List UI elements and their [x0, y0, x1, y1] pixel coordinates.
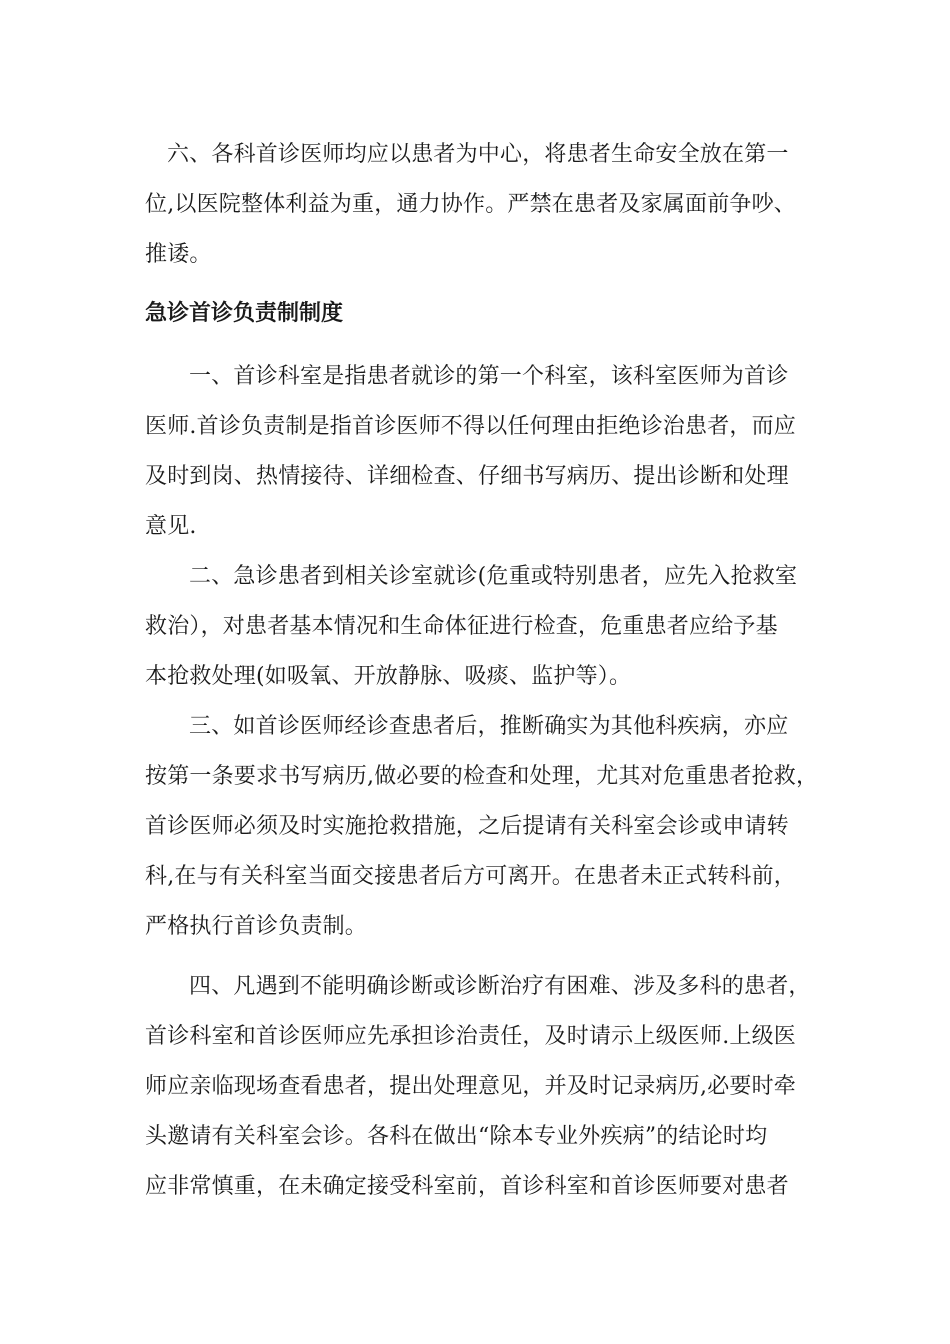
text-line: 推诿。 [145, 242, 212, 267]
text-line: 按第一条要求书写病历,做必要的检查和处理，尤其对危重患者抢救， [145, 764, 819, 789]
text-line: 首诊科室和首诊医师应先承担诊治责任，及时请示上级医师.上级医 [145, 1024, 796, 1049]
paragraph-one [145, 352, 810, 552]
text-line: 二、急诊患者到相关诊室就诊(危重或特别患者，应先入抢救室 [189, 564, 798, 589]
text-line: 本抢救处理(如吸氧、开放静脉、吸痰、监护等）。 [145, 664, 632, 689]
paragraph-four [145, 962, 810, 1212]
text-line: 六、各科首诊医师均应以患者为中心，将患者生命安全放在第一 [167, 142, 789, 167]
paragraph-gap [145, 952, 810, 962]
text-line: 一、首诊科室是指患者就诊的第一个科室，该科室医师为首诊 [189, 364, 789, 389]
text-line: 应非常慎重，在未确定接受科室前，首诊科室和首诊医师要对患者 [145, 1174, 789, 1199]
text-line: 头邀请有关科室会诊。各科在做出“除本专业外疾病”的结论时均 [145, 1124, 768, 1149]
text-line: 救治），对患者基本情况和生命体征进行检查，危重患者应给予基 [145, 614, 778, 639]
text-line: 位,以医院整体利益为重，通力协作。严禁在患者及家属面前争吵、 [145, 192, 796, 217]
text-line: 首诊医师必须及时实施抢救措施，之后提请有关科室会诊或申请转 [145, 814, 789, 839]
text-line: 意见. [145, 514, 197, 539]
text-line: 及时到岗、热情接待、详细检查、仔细书写病历、提出诊断和处理 [145, 464, 789, 489]
paragraph-two [145, 552, 810, 702]
section-heading: 急诊首诊负责制制度 [145, 301, 344, 326]
text-line: 师应亲临现场查看患者，提出处理意见，并及时记录病历,必要时牵 [145, 1074, 796, 1099]
paragraph-six [145, 130, 810, 280]
text-line: 严格执行首诊负责制。 [145, 914, 368, 939]
text-line: 四、凡遇到不能明确诊断或诊断治疗有困难、涉及多科的患者， [189, 974, 811, 999]
text-line: 医师.首诊负责制是指首诊医师不得以任何理由拒绝诊治患者，而应 [145, 414, 796, 439]
paragraph-three [145, 702, 819, 952]
text-line: 三、如首诊医师经诊查患者后，推断确实为其他科疾病，亦应 [189, 714, 789, 739]
text-line: 科,在与有关科室当面交接患者后方可离开。在患者未正式转科前， [145, 864, 796, 889]
document-page [145, 130, 819, 1212]
